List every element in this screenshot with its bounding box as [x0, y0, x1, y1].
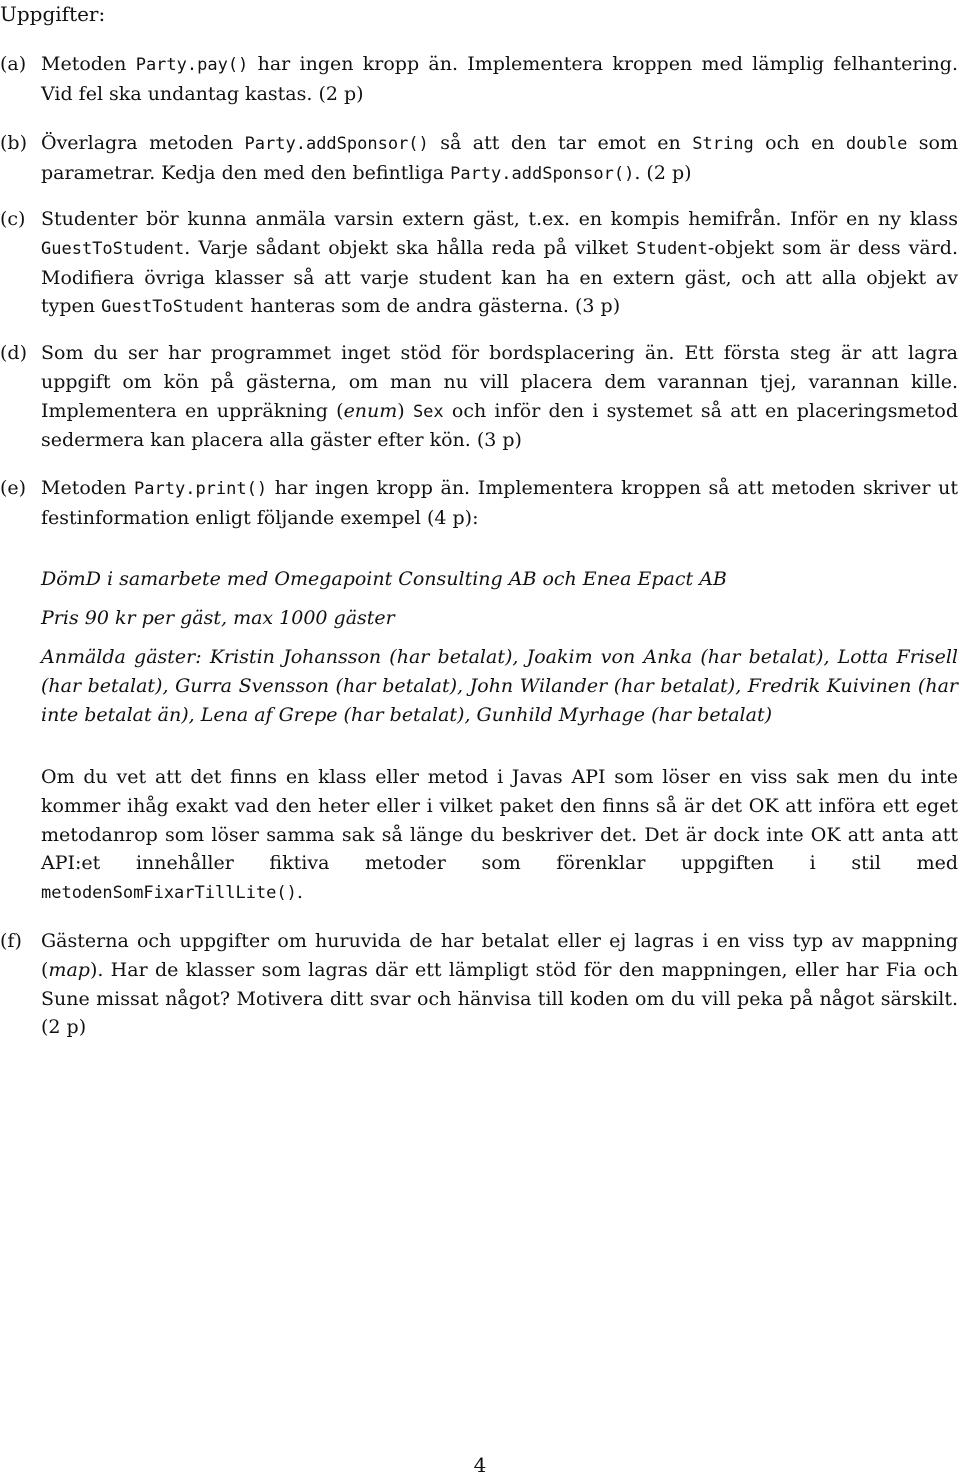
- task-text: [41, 129, 958, 189]
- task-label: (d): [0, 342, 27, 364]
- page-number: 4: [473, 1453, 487, 1477]
- emphasis: enum: [343, 399, 398, 422]
- code-class: Student: [636, 238, 708, 259]
- task-e: [0, 474, 960, 533]
- text: Metoden: [41, 477, 135, 499]
- text: .: [296, 881, 303, 904]
- code-method: Party.addSponsor(): [244, 134, 429, 154]
- task-text: [41, 50, 958, 109]
- task-label: (b): [0, 132, 27, 154]
- api-note: [41, 763, 958, 908]
- text: Metoden: [41, 53, 136, 75]
- text: Studenter bör kunna anmäla varsin extern gäst, t.ex. en kompis hemifrån. Inför en ny klass: [41, 208, 958, 230]
- text: har ingen kropp än. Implementera kroppen så att metoden skriver ut festinformation enligt följande exempel (4 p):: [41, 477, 958, 529]
- text: och en: [753, 132, 846, 154]
- code-class: GuestToStudent: [41, 238, 185, 259]
- text: . (2 p): [634, 161, 692, 184]
- task-label: (e): [0, 477, 27, 499]
- text: har ingen kropp än. Implementera kroppen med lämplig felhantering. Vid fel ska undantag kastas. (2 p): [41, 53, 958, 105]
- task-label: (f): [0, 930, 22, 952]
- task-d: [0, 339, 960, 455]
- task-text: [41, 339, 958, 455]
- text: Överlagra metoden: [41, 132, 245, 154]
- text: Om du vet att det finns en klass eller metod i Javas API som löser en viss sak men du inte kommer ihåg exakt vad den heter eller i vilket paket den finns så är det OK att införa ett eget metodanrop som löser samma sak så länge du beskriver det. Det är dock inte OK att anta att API:et innehåller fiktiva metoder som förenklar uppgiften i stil med: [41, 766, 958, 875]
- code-class: GuestToStudent: [101, 297, 245, 318]
- example-guest-list: Anmälda gäster: Kristin Johansson (har betalat), Joakim von Anka (har betalat), Lotta Frisell (har betalat), Gurra Svensson (har betalat), John Wilander (har betalat), Fredrik Kuivinen (har inte betalat än), Lena af Grepe (har betalat), Gunhild Myrhage (har betalat): [41, 646, 958, 726]
- task-a: [0, 50, 960, 109]
- code-type: String: [692, 134, 754, 154]
- code-method: Party.pay(): [135, 55, 249, 75]
- task-c: [0, 205, 960, 322]
- text: -objekt som är dess värd. Modifiera övriga klasser så att varje student kan ha en extern gäst, och att alla objekt av typen: [41, 236, 958, 318]
- code-type: double: [845, 134, 908, 154]
- example-line: Pris 90 kr per gäst, max 1000 gäster: [41, 607, 395, 629]
- text: så att den tar emot en: [428, 132, 693, 154]
- example-line: DömD i samarbete med Omegapoint Consulting AB och Enea Epact AB: [41, 568, 727, 590]
- code-enum: Sex: [412, 401, 444, 422]
- text: hanteras som de andra gästerna. (3 p): [244, 295, 621, 318]
- task-text: [41, 474, 958, 533]
- text: . Varje sådant objekt ska hålla reda på vilket: [184, 236, 637, 259]
- task-label: (c): [0, 208, 26, 230]
- emphasis: map: [48, 958, 90, 981]
- task-b: [0, 129, 960, 189]
- task-f: [0, 927, 960, 1042]
- text: som parametrar. Kedja den med den befintliga: [41, 132, 959, 184]
- text: ). Har de klasser som lagras där ett lämpligt stöd för den mappningen, eller har Fia och Sune missat något? Motivera ditt svar och hänvisa till koden om du vill peka på något särskilt. (2 p): [41, 958, 958, 1039]
- code-method: Party.addSponsor(): [450, 163, 635, 184]
- code-method: Party.print(): [134, 479, 268, 499]
- task-text: [41, 205, 958, 322]
- text: och inför den i systemet så att en placeringsmetod sedermera kan placera alla gäster efter kön. (3 p): [41, 399, 958, 452]
- section-heading: Uppgifter:: [0, 2, 106, 26]
- text: ): [397, 399, 413, 422]
- text: Som du ser har programmet inget stöd för bordsplacering än. Ett första steg är att lagra uppgift om kön på gästerna, om man nu vill placera dem varannan tjej, varannan kille. Implementera en uppräkning (: [41, 342, 958, 422]
- code-method: metodenSomFixarTillLite(): [41, 883, 297, 904]
- text: Gästerna och uppgifter om huruvida de har betalat eller ej lagras i en viss typ av mappning (: [41, 930, 958, 981]
- task-label: (a): [0, 53, 27, 75]
- task-text: [41, 927, 958, 1042]
